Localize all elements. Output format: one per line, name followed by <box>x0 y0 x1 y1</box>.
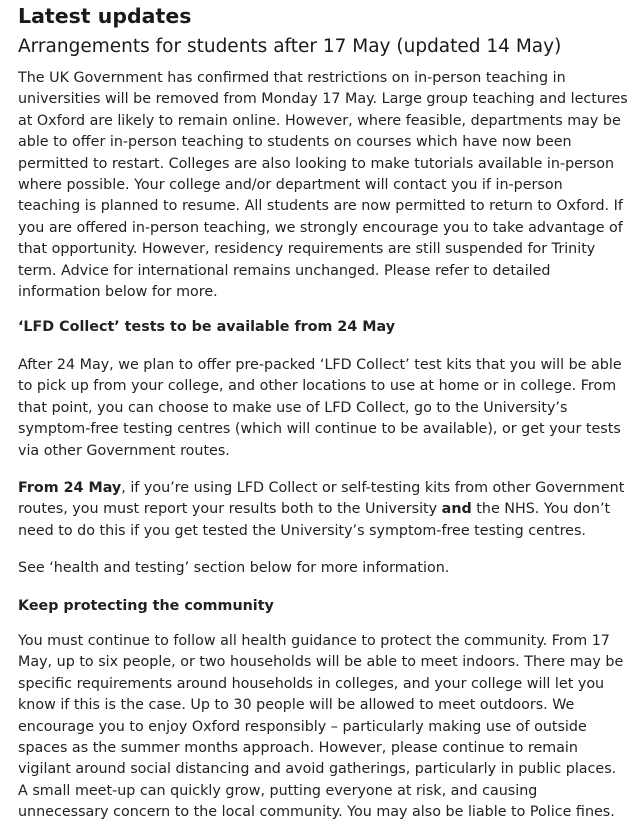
community-paragraph: You must continue to follow all health guidance to protect the community. From 17 May, up to six people, or two households will be able to meet indoors. There may be specific requirements around households in colleges, and your college will let you know if this is the case. Up to 30 people will be allowed to meet outdoors. We encourage you to enjoy Oxford responsibly – particularly making use of outside spaces as the summer months approach. However, please continue to remain vigilant around social distancing and avoid gatherings, particularly in public places. A small meet-up can quickly grow, putting everyone at risk, and causing unnecessary concern to the local community. You may also be liable to Police fines. <box>18 632 624 821</box>
report-results-paragraph <box>18 478 629 542</box>
community-heading: Keep protecting the community <box>18 597 274 614</box>
see-more-text: See ‘health and testing’ section below for more information. <box>18 560 450 577</box>
section-title: Latest updates <box>18 4 192 28</box>
report-text-2: the NHS. You don’t need to do this if you get tested the University’s symptom-free testing centres. <box>18 501 611 539</box>
and-emphasis: and <box>441 501 472 518</box>
report-text-1: , if you’re using LFD Collect or self-testing kits from other Government routes, you must report your results both to the University <box>18 479 625 518</box>
lfd-collect-heading: ‘LFD Collect’ tests to be available from 24 May <box>18 319 396 336</box>
update-subtitle: Arrangements for students after 17 May (updated 14 May) <box>18 36 562 57</box>
report-date-emphasis: From 24 May <box>18 479 122 496</box>
lfd-collect-paragraph: After 24 May, we plan to offer pre-packed ‘LFD Collect’ test kits that you will be able to pick up from your college, and other locations to use at home or in college. From that point, you can choose to make use of LFD Collect, go to the University’s symptom-free testing centres (which will continue to be available), or get your tests via other Government routes. <box>18 356 622 459</box>
intro-paragraph: The UK Government has confirmed that restrictions on in-person teaching in universities will be removed from Monday 17 May. Large group teaching and lectures at Oxford are likely to remain online. However, where feasible, departments may be able to offer in-person teaching to students on courses which have now been permitted to restart. Colleges are also looking to make tutorials available in-person where possible. Your college and/or department will contact you if in-person teaching is planned to resume. All students are now permitted to return to Oxford. If you are offered in-person teaching, we strongly encourage you to take advantage of that opportunity. However, residency requirements are still suspended for Trinity term. Advice for international remains unchanged. Please refer to detailed information below for more. <box>18 70 628 301</box>
